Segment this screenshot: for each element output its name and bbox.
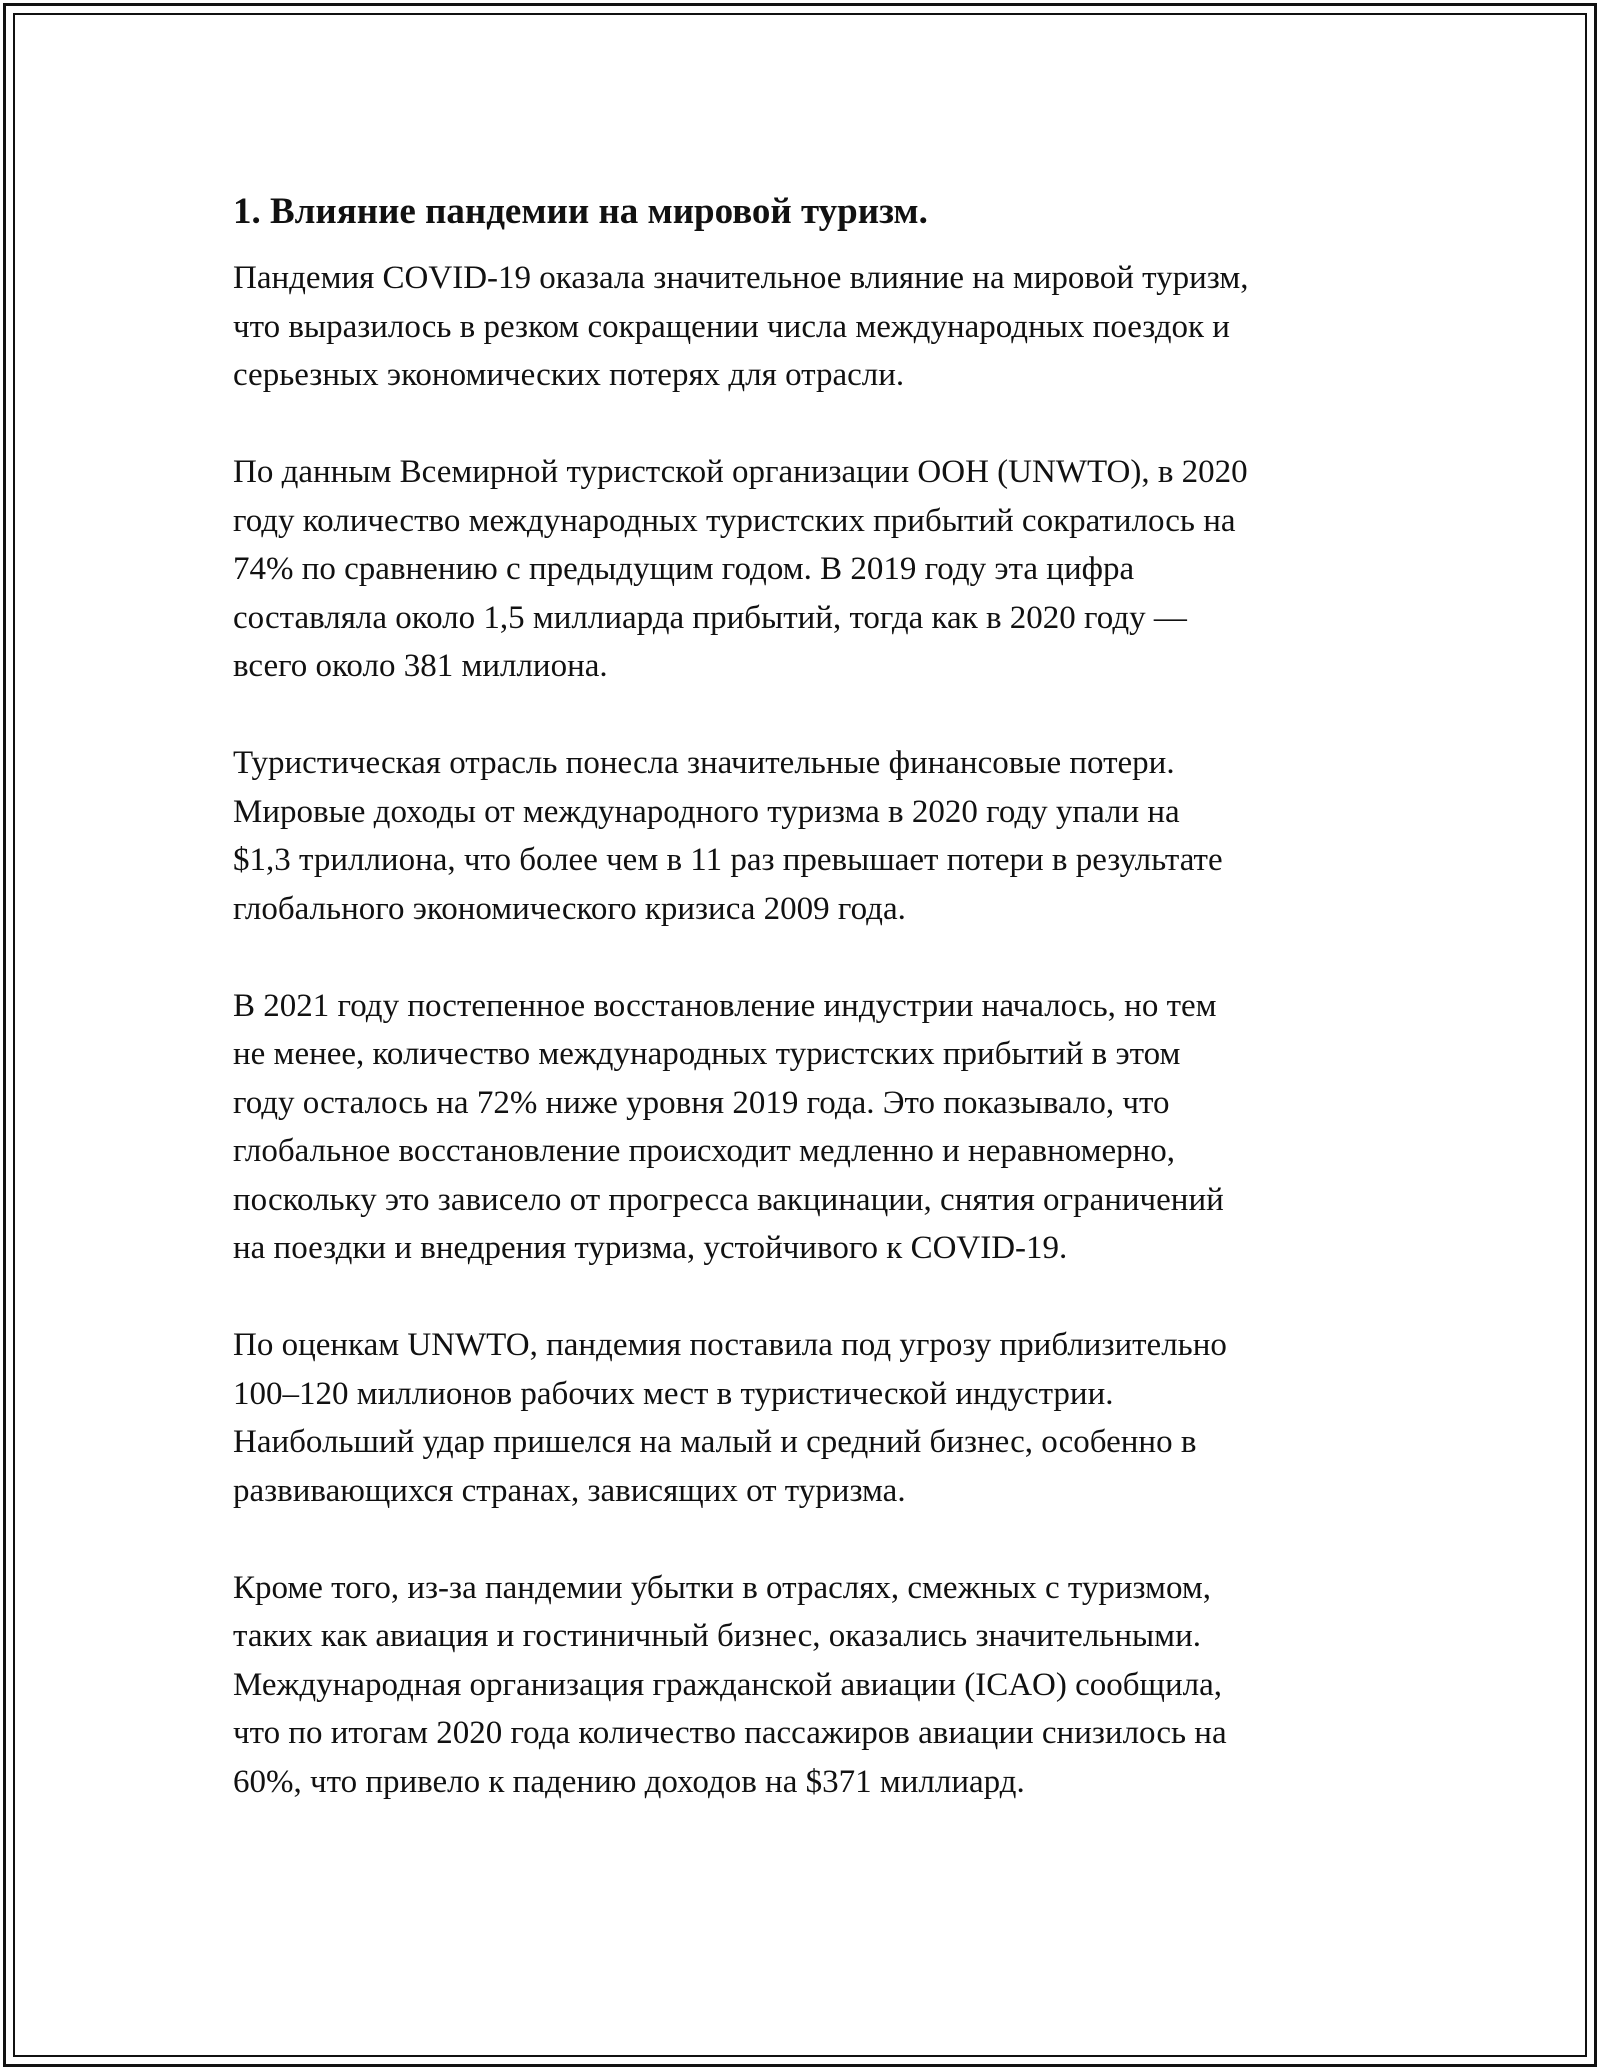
paragraph-5 bbox=[233, 1321, 1383, 1515]
paragraph-line: Международная организация гражданской авиации (ICAO) сообщила, bbox=[233, 1666, 1222, 1703]
paragraph-line: По данным Всемирной туристской организации ООН (UNWTO), в 2020 bbox=[233, 454, 1248, 490]
paragraph-line: году осталось на 72% ниже уровня 2019 года. Это показывало, что bbox=[233, 1084, 1170, 1121]
paragraph-line: Пандемия COVID-19 оказала значительное влияние на мировой туризм, bbox=[233, 260, 1249, 296]
paragraph-line: В 2021 году постепенное восстановление индустрии началось, но тем bbox=[233, 987, 1217, 1024]
paragraph-line: глобального экономического кризиса 2009 года. bbox=[233, 890, 906, 927]
paragraph-2 bbox=[233, 448, 1383, 691]
paragraph-line: $1,3 триллиона, что более чем в 11 раз превышает потери в результате bbox=[233, 842, 1223, 878]
paragraph-line: всего около 381 миллиона. bbox=[233, 648, 608, 684]
document-body bbox=[233, 188, 1383, 1855]
paragraph-line: По оценкам UNWTO, пандемия поставила под угрозу приблизительно bbox=[233, 1327, 1227, 1363]
paragraph-line: 74% по сравнению с предыдущим годом. В 2019 году эта цифра bbox=[233, 551, 1135, 587]
paragraph-line: что по итогам 2020 года количество пассажиров авиации снизилось на bbox=[233, 1715, 1227, 1751]
paragraph-line: что выразилось в резком сокращении числа международных поездок и bbox=[233, 308, 1230, 345]
paragraph-line: развивающихся странах, зависящих от туризма. bbox=[233, 1472, 906, 1509]
paragraph-line: году количество международных туристских прибытий сократилось на bbox=[233, 502, 1236, 539]
paragraph-line: 60%, что привело к падению доходов на $371 миллиард. bbox=[233, 1763, 1025, 1800]
paragraph-1 bbox=[233, 254, 1383, 400]
section-heading: 1. Влияние пандемии на мировой туризм. bbox=[233, 191, 928, 232]
paragraph-6 bbox=[233, 1564, 1383, 1807]
paragraph-line: не менее, количество международных туристских прибытий в этом bbox=[233, 1036, 1181, 1072]
paragraph-list bbox=[233, 254, 1383, 1806]
paragraph-line: Кроме того, из-за пандемии убытки в отраслях, смежных с туризмом, bbox=[233, 1569, 1211, 1606]
paragraph-line: 100–120 миллионов рабочих мест в туристической индустрии. bbox=[233, 1375, 1114, 1412]
paragraph-line: поскольку это зависело от прогресса вакцинации, снятия ограничений bbox=[233, 1181, 1224, 1218]
paragraph-line: глобальное восстановление происходит медленно и неравномерно, bbox=[233, 1133, 1176, 1169]
paragraph-line: составляла около 1,5 миллиарда прибытий, тогда как в 2020 году — bbox=[233, 599, 1187, 636]
paragraph-line: Мировые доходы от международного туризма в 2020 году упали на bbox=[233, 793, 1180, 830]
paragraph-4 bbox=[233, 982, 1383, 1273]
paragraph-line: на поездки и внедрения туризма, устойчивого к COVID-19. bbox=[233, 1230, 1068, 1266]
paragraph-line: серьезных экономических потерях для отрасли. bbox=[233, 357, 905, 393]
paragraph-3 bbox=[233, 739, 1383, 933]
paragraph-line: таких как авиация и гостиничный бизнес, оказались значительными. bbox=[233, 1618, 1201, 1654]
paragraph-line: Наибольший удар пришелся на малый и средний бизнес, особенно в bbox=[233, 1424, 1197, 1460]
paragraph-line: Туристическая отрасль понесла значительные финансовые потери. bbox=[233, 745, 1175, 781]
